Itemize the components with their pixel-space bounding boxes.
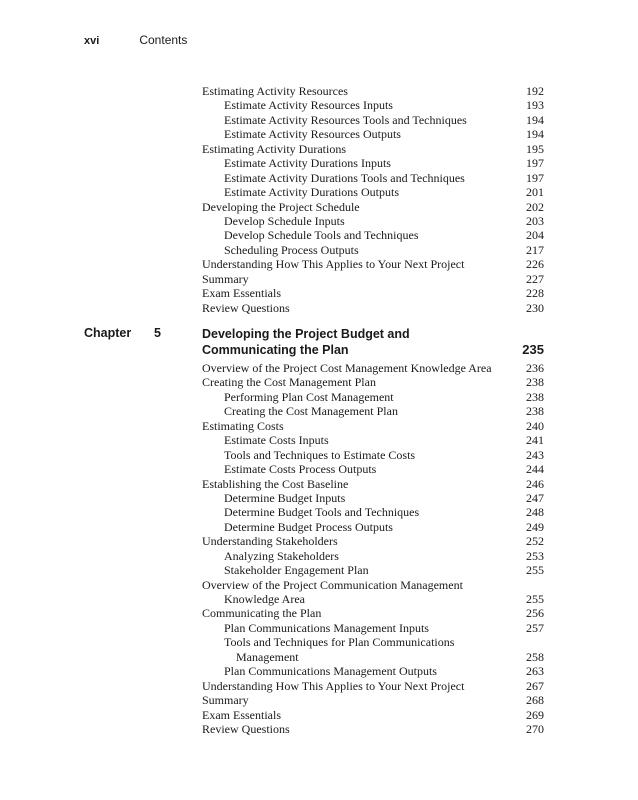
toc-entry[interactable] bbox=[202, 491, 544, 505]
toc-entry-title: Tools and Techniques for Plan Communications bbox=[224, 635, 455, 650]
toc-entry[interactable] bbox=[202, 127, 544, 141]
toc-entry[interactable] bbox=[202, 722, 544, 736]
toc-entry-page: 238 bbox=[526, 404, 544, 419]
toc-entry-title: Overview of the Project Cost Management Knowledge Area bbox=[202, 361, 492, 375]
toc-entry-page: 238 bbox=[526, 389, 544, 404]
toc-entry-page: 244 bbox=[526, 462, 544, 477]
toc-entry[interactable] bbox=[202, 578, 544, 592]
toc-entry-title: Estimating Activity Resources bbox=[202, 84, 348, 98]
toc-entry-title: Communicating the Plan bbox=[202, 606, 322, 621]
toc-entry[interactable] bbox=[202, 200, 544, 214]
toc-entry-title: Estimate Activity Resources Inputs bbox=[224, 98, 393, 113]
toc-section-chapter-5 bbox=[202, 361, 544, 736]
toc-entry-page: 197 bbox=[526, 156, 544, 171]
toc-entry-title: Summary bbox=[202, 693, 249, 708]
toc-entry-title: Overview of the Project Communication Management bbox=[202, 577, 463, 592]
chapter-title bbox=[202, 326, 502, 358]
toc-entry-title: Creating the Cost Management Plan bbox=[202, 375, 376, 390]
running-header bbox=[84, 33, 187, 47]
toc-entry-page: 238 bbox=[526, 375, 544, 390]
toc-entry-page: 203 bbox=[526, 213, 544, 228]
toc-entry-page: 226 bbox=[526, 257, 544, 272]
toc-entry[interactable] bbox=[202, 477, 544, 491]
toc-entry-title: Developing the Project Schedule bbox=[202, 199, 360, 214]
chapter-title-line-2: Communicating the Plan bbox=[202, 343, 349, 357]
toc-entry[interactable] bbox=[202, 171, 544, 185]
toc-entry[interactable] bbox=[202, 257, 544, 271]
toc-entry-page: 204 bbox=[526, 228, 544, 243]
toc-entry-page: 236 bbox=[526, 361, 544, 375]
toc-entry-title: Estimate Costs Process Outputs bbox=[224, 462, 377, 477]
toc-entry-title: Summary bbox=[202, 271, 249, 286]
toc-entry-title: Develop Schedule Inputs bbox=[224, 213, 345, 228]
toc-entry[interactable] bbox=[202, 156, 544, 170]
toc-entry-page: 270 bbox=[526, 721, 544, 736]
toc-entry[interactable] bbox=[202, 113, 544, 127]
toc-entry-page: 243 bbox=[526, 447, 544, 462]
toc-entry-title: Exam Essentials bbox=[202, 707, 281, 722]
toc-entry-title: Understanding Stakeholders bbox=[202, 534, 338, 549]
toc-entry-title: Establishing the Cost Baseline bbox=[202, 476, 349, 491]
toc-entry-title: Knowledge Area bbox=[224, 592, 305, 606]
toc-entry[interactable] bbox=[202, 592, 544, 606]
toc-entry[interactable] bbox=[202, 98, 544, 112]
toc-entry-page: 257 bbox=[526, 620, 544, 635]
toc-entry[interactable] bbox=[202, 693, 544, 707]
toc-entry[interactable] bbox=[202, 505, 544, 519]
toc-entry-title: Stakeholder Engagement Plan bbox=[224, 563, 369, 578]
toc-entry[interactable] bbox=[202, 185, 544, 199]
toc-entry[interactable] bbox=[202, 142, 544, 156]
toc-section-chapter-4-continued bbox=[202, 84, 544, 315]
toc-entry[interactable] bbox=[202, 375, 544, 389]
toc-entry-title: Estimate Activity Durations Outputs bbox=[224, 185, 399, 200]
toc-entry[interactable] bbox=[202, 404, 544, 418]
toc-entry-page: 192 bbox=[526, 84, 544, 98]
toc-entry[interactable] bbox=[202, 635, 544, 649]
toc-entry-page: 230 bbox=[526, 300, 544, 315]
toc-entry[interactable] bbox=[202, 301, 544, 315]
toc-entry-title: Analyzing Stakeholders bbox=[224, 548, 339, 563]
toc-entry-page: 263 bbox=[526, 664, 544, 679]
toc-entry-title: Estimating Costs bbox=[202, 418, 284, 433]
toc-entry-page: 227 bbox=[526, 271, 544, 286]
chapter-number: 5 bbox=[154, 326, 161, 340]
toc-entry-title: Estimate Activity Durations Tools and Techniques bbox=[224, 170, 465, 185]
toc-entry-title: Estimating Activity Durations bbox=[202, 141, 346, 156]
toc-entry-title: Estimate Activity Resources Outputs bbox=[224, 127, 401, 142]
toc-entry-title: Determine Budget Inputs bbox=[224, 490, 346, 505]
toc-entry-page: 194 bbox=[526, 112, 544, 127]
toc-entry-title: Determine Budget Process Outputs bbox=[224, 519, 393, 534]
chapter-label: Chapter bbox=[84, 326, 132, 340]
toc-entry-title: Scheduling Process Outputs bbox=[224, 242, 359, 257]
chapter-title-line-1: Developing the Project Budget and bbox=[202, 327, 410, 341]
toc-entry[interactable] bbox=[202, 679, 544, 693]
toc-entry[interactable] bbox=[202, 563, 544, 577]
toc-entry-page: 201 bbox=[526, 185, 544, 200]
toc-entry-page: 268 bbox=[526, 693, 544, 708]
toc-entry-title: Management bbox=[236, 649, 299, 664]
toc-entry-title: Exam Essentials bbox=[202, 286, 281, 301]
toc-entry-page: 202 bbox=[526, 199, 544, 214]
toc-entry-page: 258 bbox=[526, 649, 544, 664]
toc-entry[interactable] bbox=[202, 390, 544, 404]
toc-entry[interactable] bbox=[202, 650, 544, 664]
toc-entry-page: 256 bbox=[526, 606, 544, 621]
toc-entry-page: 197 bbox=[526, 170, 544, 185]
running-title: Contents bbox=[139, 33, 188, 47]
toc-entry-title: Estimate Activity Resources Tools and Techniques bbox=[224, 112, 467, 127]
chapter-page: 235 bbox=[522, 342, 544, 357]
toc-entry-title: Creating the Cost Management Plan bbox=[224, 404, 398, 419]
toc-entry-title: Tools and Techniques to Estimate Costs bbox=[224, 447, 416, 462]
toc-entry-page: 253 bbox=[526, 548, 544, 563]
toc-entry-page: 217 bbox=[526, 242, 544, 257]
toc-entry-page: 240 bbox=[526, 418, 544, 433]
toc-entry[interactable] bbox=[202, 448, 544, 462]
toc-entry-title: Review Questions bbox=[202, 300, 290, 315]
toc-entry[interactable] bbox=[202, 708, 544, 722]
toc-entry-title: Review Questions bbox=[202, 721, 290, 736]
toc-entry-page: 248 bbox=[526, 505, 544, 520]
toc-entry-title: Develop Schedule Tools and Techniques bbox=[224, 228, 419, 243]
toc-entry[interactable] bbox=[202, 606, 544, 620]
toc-entry-title: Performing Plan Cost Management bbox=[224, 389, 394, 404]
toc-entry[interactable] bbox=[202, 419, 544, 433]
toc-entry[interactable] bbox=[202, 84, 544, 98]
toc-entry-page: 255 bbox=[526, 592, 544, 606]
toc-entry[interactable] bbox=[202, 228, 544, 242]
toc-entry[interactable] bbox=[202, 214, 544, 228]
toc-entry-title: Estimate Activity Durations Inputs bbox=[224, 156, 391, 171]
toc-entry-page: 267 bbox=[526, 678, 544, 693]
toc-entry-page: 247 bbox=[526, 490, 544, 505]
toc-entry-title: Plan Communications Management Inputs bbox=[224, 620, 429, 635]
toc-entry[interactable] bbox=[202, 272, 544, 286]
toc-entry-page: 252 bbox=[526, 534, 544, 549]
toc-entry-page: 193 bbox=[526, 98, 544, 113]
toc-entry-title: Understanding How This Applies to Your Next Project bbox=[202, 257, 465, 272]
toc-entry-title: Determine Budget Tools and Techniques bbox=[224, 505, 420, 520]
toc-entry[interactable] bbox=[202, 243, 544, 257]
toc-entry[interactable] bbox=[202, 462, 544, 476]
toc-entry-page: 195 bbox=[526, 141, 544, 156]
toc-entry[interactable] bbox=[202, 664, 544, 678]
toc-entry[interactable] bbox=[202, 361, 544, 375]
toc-entry-page: 249 bbox=[526, 519, 544, 534]
page-number: xvi bbox=[84, 35, 100, 47]
toc-entry[interactable] bbox=[202, 534, 544, 548]
toc-entry-page: 228 bbox=[526, 286, 544, 301]
toc-entry[interactable] bbox=[202, 286, 544, 300]
toc-entry-title: Understanding How This Applies to Your Next Project bbox=[202, 678, 465, 693]
toc-entry-page: 246 bbox=[526, 476, 544, 491]
toc-entry[interactable] bbox=[202, 433, 544, 447]
toc-entry[interactable] bbox=[202, 621, 544, 635]
toc-entry-title: Estimate Costs Inputs bbox=[224, 433, 329, 448]
toc-entry-page: 269 bbox=[526, 707, 544, 722]
toc-entry[interactable] bbox=[202, 520, 544, 534]
toc-entry-page: 194 bbox=[526, 127, 544, 142]
toc-entry[interactable] bbox=[202, 549, 544, 563]
toc-entry-page: 241 bbox=[526, 433, 544, 448]
toc-entry-page: 255 bbox=[526, 563, 544, 578]
toc-entry-title: Plan Communications Management Outputs bbox=[224, 664, 437, 679]
